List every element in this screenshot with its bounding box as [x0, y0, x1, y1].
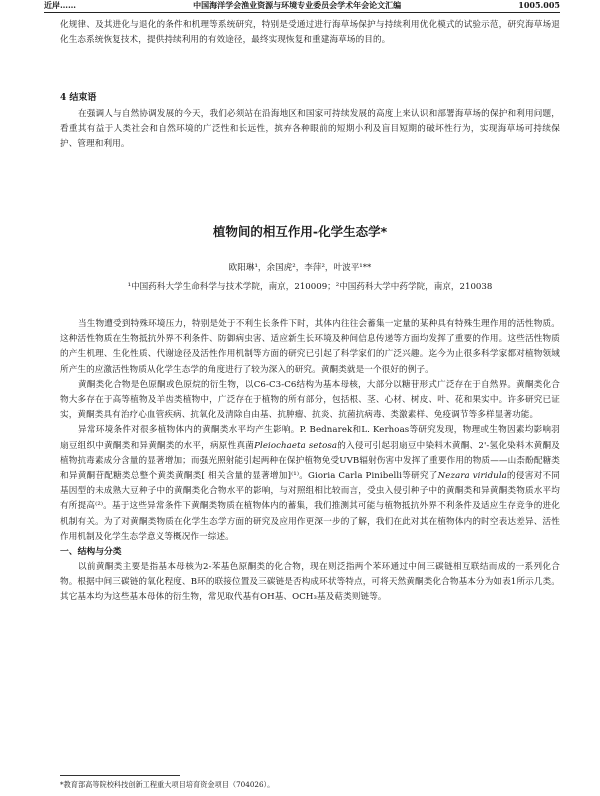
species-name-1: Pleiochaeta setosa: [254, 440, 338, 451]
footnote: *教育部高等院校科技创新工程重大项目培育资金项目（704026）。: [60, 780, 275, 789]
header-center: 中国海洋学会渔业资源与环境专业委员会学术年会论文汇编: [193, 0, 402, 10]
body-paragraph-1: 当生物遭受到特殊环境压力，特别是处于不利生长条件下时，其体内往往会蓄集一定量的某种具有特殊生理作用的活性物质。这种活性物质在生物抵抗外界不利条件、防御病虫害、适应新生长环境及种间信息传递等方面均发挥了重要的作用。这些活性物质的产生机理、生化性质、代谢途径及活性作用机制等方面的研究已引起了科学家们的广泛兴趣。迄今为止很多科学家都对植物领域所产生的应激活性物质从化学生态学的角度进行了较为深入的研究。黄酮类就是一个很好的例子。: [60, 319, 560, 375]
section-1-text: 以前黄酮类主要是指基本母核为2-苯基色原酮类的化合物，现在则泛指两个苯环通过中间三碳链相互联结而成的一系列化合物。根据中间三碳链的氧化程度、B环的联接位置及三碳链是否构成环状等特点，可将天然黄酮类化合物基本分为如表1所示几类。其它基本均为这些基本母体的衍生物，常见取代基有OH基、OCH₃基及萜类则链等。: [60, 562, 560, 603]
species-name-2: Nezara viridula: [437, 471, 507, 482]
footnote-rule: [60, 775, 180, 776]
body-paragraph-3: [60, 423, 560, 545]
body-paragraph-2: 黄酮类化合物是色原酮或色原烷的衍生物，以C6-C3-C6结构为基本母核，大部分以糖苷形式广泛存在于自然界。黄酮类化合物大多存在于高等植物及羊齿类植物中，广泛存在于植物的所有部分，包括根、茎、心材、树皮、叶、花和果实中。许多研究已证实，黄酮类具有治疗心血管疾病、抗氧化及清除自由基、抗肿瘤、抗炎、抗菌抗病毒、类激素样、免疫调节等多样显著功能。: [60, 379, 560, 421]
top-paragraph: 化规律、及其进化与退化的条件和机理等系统研究，特别是受通过进行海草场保护与持续利用优化模式的试验示范，研究海草场退化生态系统恢复技术，提供持续利用的有效途径，最终实现恢复和重建海草场的目的。: [60, 20, 560, 46]
running-header: [44, 0, 560, 13]
header-right: 1005.005: [518, 0, 560, 10]
article-affiliation: ¹中国药科大学生命科学与技术学院，南京，210009；²中国药科大学中药学院，南京，210038: [127, 282, 493, 292]
para3-part-b: 的入侵可引起羽扇豆中染料木黄酮、2'-氢化染料木黄酮及植物抗毒素成分含量的显著增加；而强光照射能引起两种在保护植物免受UVB辐射伤害中发挥了重要作用的物质——山柰酚配糖类和异黄酮苷配糖类总整个黄类黄酮类[ 相关含量的显著增加]⁽¹⁾。Gioria Carla Pinibelli等研究了: [60, 440, 560, 482]
article-title: 植物间的相互作用-化学生态学*: [212, 224, 388, 239]
section-4: [60, 91, 560, 153]
para3-part-a: 异常环境条件对很多植物体内的黄酮类水平均产生影响。P. Bednarek和L. Kerhoas等研究发现，物理或生物因素均影响羽扇豆组织中黄酮类和异黄酮类的水平，病原性真菌: [60, 425, 560, 451]
section-4-text: 在强调人与自然协调发展的今天，我们必须站在沿海地区和国家可持续发展的高度上来认识和部署海草场的保护和利用问题，看重其有益于人类社会和自然环境的广泛性和长远性，摈弃各种眼前的短期小利及盲目短期的破坏性行为，实现海草场可持续保护、管理和利用。: [60, 109, 560, 150]
top-paragraph-block: [60, 18, 560, 48]
article-authors: 欧阳琳¹，余国虎²，李萍²，叶波平¹**: [228, 263, 372, 273]
article-body: [60, 317, 560, 606]
header-left: 近岸……: [44, 0, 76, 10]
para3-part-c: 的侵害对不同基因型的未成熟大豆种子中的黄酮类化合物水平的影响，与对照组相比较而言，受虫入侵引种子中的黄酮类和异黄酮类物质水平均有所提高⁽²⁾。基于这些异常条件下黄酮类物质在植物体内的蓄集，我们推测其可能与植物抵抗外界不利条件及适应生存竞争的进化机制有关。为了对黄酮类物质在化学生态学方面的研究及应用作更深一步的了解，我们在此对其在植物体内的时空表达差异、活性作用机制及化学生态学意义等概况作一综述。: [60, 471, 560, 542]
section-1-heading: 一、结构与分类: [60, 547, 122, 558]
section-4-heading: 4 结束语: [60, 93, 97, 103]
